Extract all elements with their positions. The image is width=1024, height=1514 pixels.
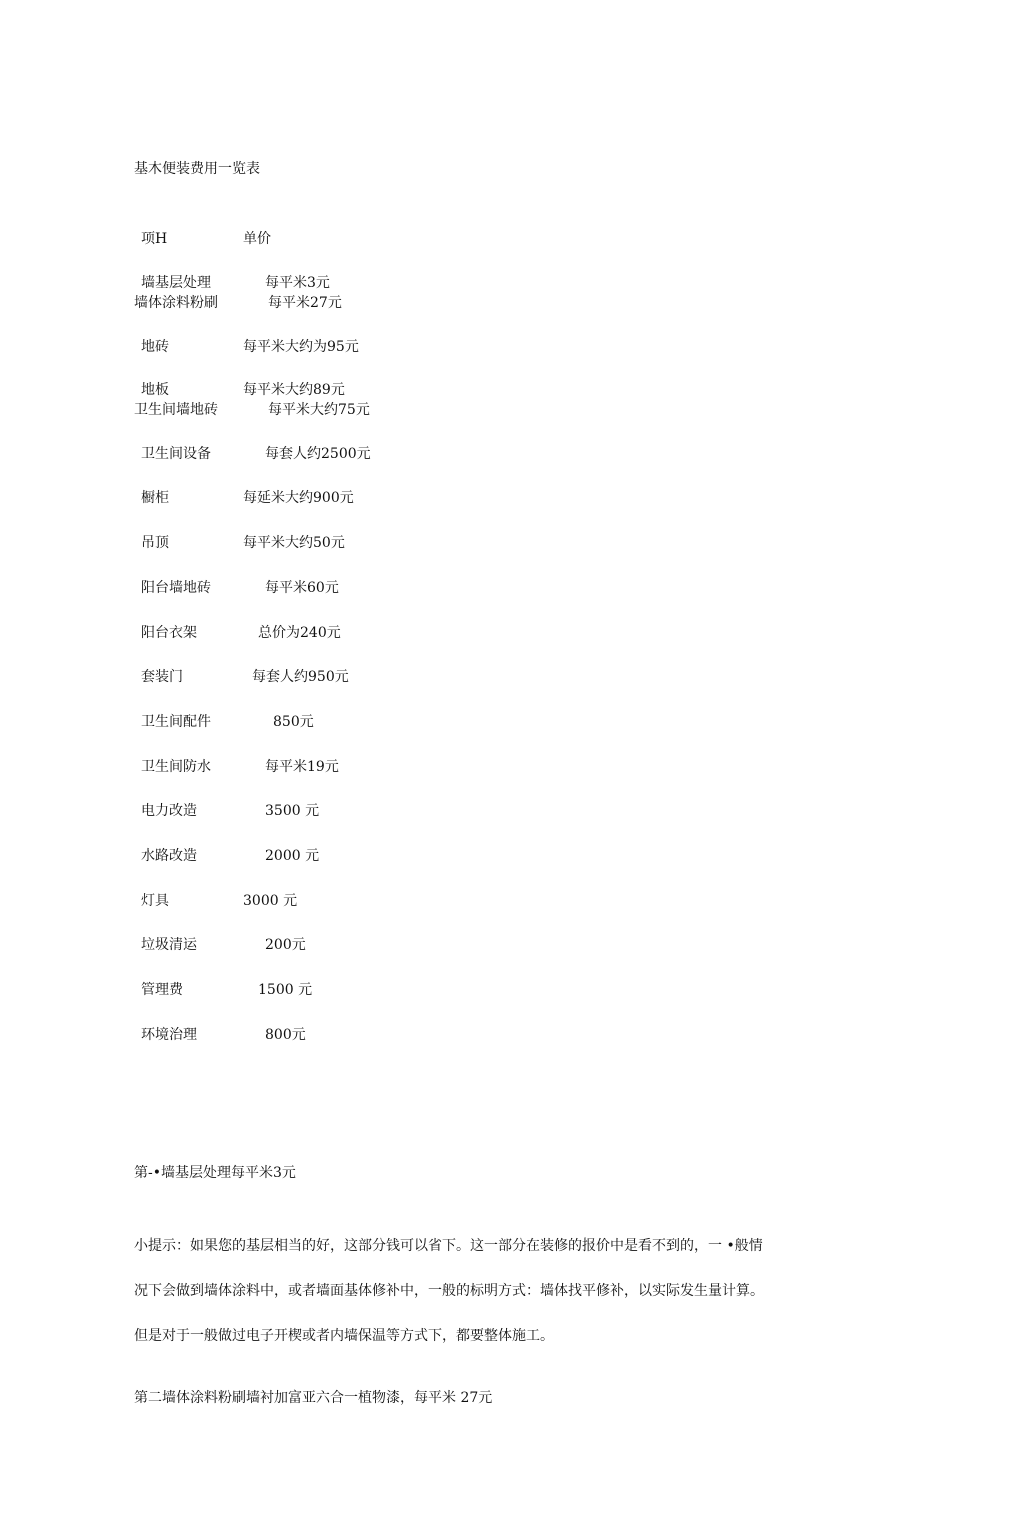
row-item: 垃圾清运	[141, 937, 197, 953]
row-price: 3500 元	[265, 803, 320, 819]
section2-heading: 第二墙体涂料粉刷墙衬加富亚六合一植物漆，每平米 27元	[134, 1390, 493, 1406]
table-row	[0, 891, 1024, 911]
table-row	[0, 1025, 1024, 1045]
row-item: 阳台墙地砖	[141, 580, 211, 596]
row-item: 管理费	[141, 982, 183, 998]
row-item: 地砖	[141, 339, 169, 355]
table-row	[0, 801, 1024, 821]
row-item: 阳台衣架	[141, 625, 197, 641]
table-row	[0, 935, 1024, 955]
row-item: 墙体涂料粉刷	[134, 295, 218, 311]
document-title: 基木便装费用一览表	[134, 161, 260, 177]
row-item: 卫生间配件	[141, 714, 211, 730]
row-price: 每平米大约为95元	[243, 339, 359, 355]
table-row	[0, 667, 1024, 687]
row-price: 每平米大约75元	[268, 402, 370, 418]
row-item: 环境治理	[141, 1027, 197, 1043]
row-item: 吊顶	[141, 535, 169, 551]
row-item: 水路改造	[141, 848, 197, 864]
row-item: 卫生间设备	[141, 446, 211, 462]
row-item: 墙基层处理	[141, 275, 211, 291]
row-price: 每平米3元	[265, 275, 330, 291]
row-item: 卫生间墙地砖	[134, 402, 218, 418]
row-item: 套装门	[141, 669, 183, 685]
row-price: 每套人约950元	[252, 669, 349, 685]
paragraph-line: 小提示：如果您的基层相当的好，这部分钱可以省下。这一部分在装修的报价中是看不到的，一 •般情	[134, 1238, 763, 1254]
section1-heading: 第-•墙基层处理每平米3元	[134, 1165, 296, 1181]
table-row	[0, 846, 1024, 866]
header-item: 项H	[141, 231, 168, 247]
row-item: 灯具	[141, 893, 169, 909]
row-item: 电力改造	[141, 803, 197, 819]
table-row	[0, 337, 1024, 357]
table-row	[0, 488, 1024, 508]
row-price: 总价为240元	[258, 625, 341, 641]
row-item: 卫生间防水	[141, 759, 211, 775]
row-price: 每平米60元	[265, 580, 339, 596]
table-row	[0, 623, 1024, 643]
row-price: 每平米19元	[265, 759, 339, 775]
row-item: 橱柜	[141, 490, 169, 506]
row-price: 3000 元	[243, 893, 298, 909]
row-price: 每平米27元	[268, 295, 342, 311]
row-price: 每平米大约89元	[243, 382, 345, 398]
row-price: 每平米大约50元	[243, 535, 345, 551]
table-row	[0, 400, 1024, 420]
row-price: 800元	[265, 1027, 306, 1043]
table-row	[0, 273, 1024, 293]
table-row	[0, 757, 1024, 777]
row-price: 1500 元	[258, 982, 313, 998]
table-row	[0, 980, 1024, 1000]
row-price: 200元	[265, 937, 306, 953]
table-row	[0, 380, 1024, 400]
table-row	[0, 293, 1024, 313]
row-item: 地板	[141, 382, 169, 398]
row-price: 每延米大约900元	[243, 490, 354, 506]
table-row	[0, 533, 1024, 553]
header-price: 单价	[243, 231, 271, 247]
paragraph-line: 但是对于一般做过电子开楔或者内墙保温等方式下，都要整体施工。	[134, 1328, 554, 1344]
row-price: 2000 元	[265, 848, 320, 864]
row-price: 850元	[273, 714, 314, 730]
table-row	[0, 578, 1024, 598]
table-row	[0, 712, 1024, 732]
table-row	[0, 444, 1024, 464]
paragraph-line: 况下会做到墙体涂料中，或者墙面基体修补中，一般的标明方式：墙体找平修补，以实际发生量计算。	[134, 1283, 764, 1299]
row-price: 每套人约2500元	[265, 446, 371, 462]
table-header-row	[0, 229, 1024, 249]
